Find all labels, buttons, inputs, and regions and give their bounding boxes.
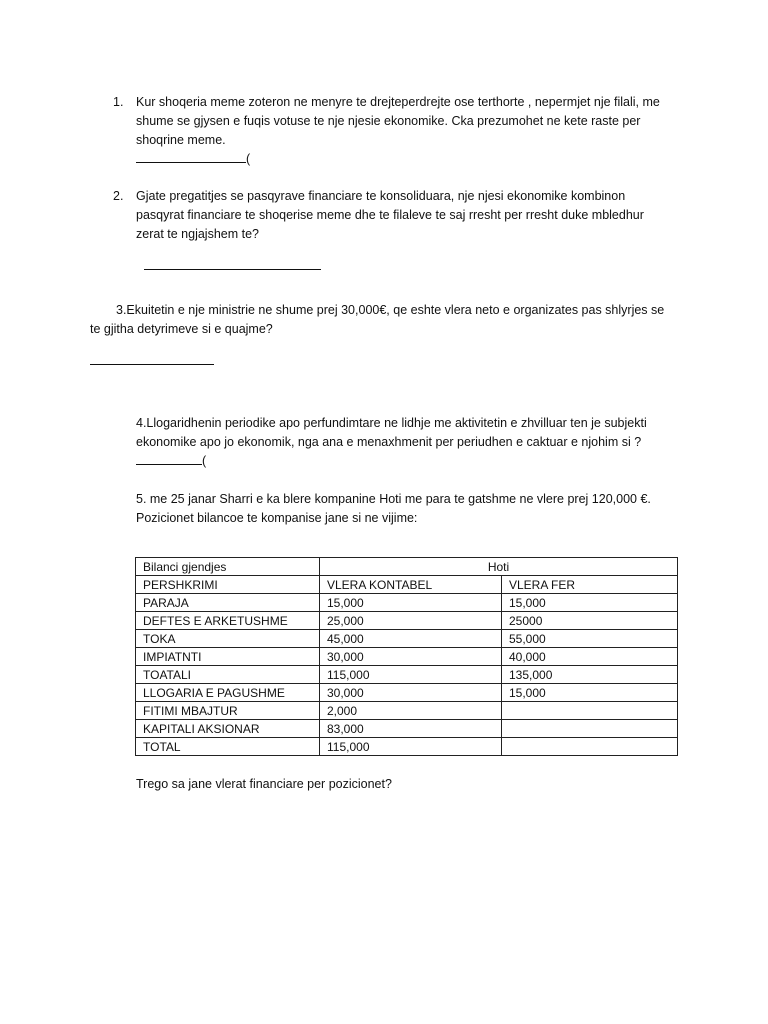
row-book-value: 15,000 <box>320 594 502 612</box>
q3-line-1: 3.Ekuitetin e nje ministrie ne shume prej 30,000€, qe eshte vlera neto e organizates pas shlyrjes se <box>116 303 665 317</box>
q4-line-1: 4.Llogaridhenin periodike apo perfundimtare ne lidhje me aktivitetin e zhvilluar ten je subjekti <box>136 416 647 430</box>
row-fair-value: 40,000 <box>502 648 678 666</box>
q2-answer[interactable] <box>144 257 321 276</box>
row-label: LLOGARIA E PAGUSHME <box>136 684 320 702</box>
balance-sheet-body <box>136 558 678 756</box>
table-title-row <box>136 558 678 576</box>
row-fair-value <box>502 702 678 720</box>
row-book-value: 30,000 <box>320 648 502 666</box>
row-fair-value: 135,000 <box>502 666 678 684</box>
row-label: PARAJA <box>136 594 320 612</box>
table-row <box>136 702 678 720</box>
q1-answer-suffix: ( <box>246 152 251 166</box>
table-row <box>136 738 678 756</box>
q1-answer[interactable] <box>136 150 250 169</box>
row-fair-value: 15,000 <box>502 684 678 702</box>
q2-line-1: Gjate pregatitjes se pasqyrave financiare te konsoliduara, nje njesi ekonomike kombinon <box>136 189 626 203</box>
header-fair-value: VLERA FER <box>502 576 678 594</box>
row-label: TOKA <box>136 630 320 648</box>
row-fair-value: 25000 <box>502 612 678 630</box>
row-book-value: 115,000 <box>320 738 502 756</box>
row-label: KAPITALI AKSIONAR <box>136 720 320 738</box>
row-book-value: 30,000 <box>320 684 502 702</box>
row-book-value: 45,000 <box>320 630 502 648</box>
q1-line-1: Kur shoqeria meme zoteron ne menyre te drejteperdrejte ose terthorte , nepermjet nje filali, me <box>136 95 660 109</box>
table-title-cell: Bilanci gjendjes <box>136 558 320 576</box>
row-fair-value: 55,000 <box>502 630 678 648</box>
table-header-row <box>136 576 678 594</box>
row-label: DEFTES E ARKETUSHME <box>136 612 320 630</box>
row-fair-value: 15,000 <box>502 594 678 612</box>
table-row <box>136 666 678 684</box>
q4-answer-blank[interactable] <box>136 453 202 465</box>
header-book-value: VLERA KONTABEL <box>320 576 502 594</box>
q5-line-2: Pozicionet bilancoe te kompanise jane si ne vijime: <box>136 511 418 525</box>
balance-sheet-table <box>135 557 678 756</box>
q1-line-3: shoqrine meme. <box>136 133 226 147</box>
q3-answer[interactable] <box>90 352 214 371</box>
q3-answer-blank[interactable] <box>90 353 214 365</box>
q4-answer-suffix: ( <box>202 454 207 468</box>
row-label: FITIMI MBAJTUR <box>136 702 320 720</box>
table-row <box>136 630 678 648</box>
row-book-value: 25,000 <box>320 612 502 630</box>
q4-answer[interactable] <box>136 452 206 471</box>
row-label: TOTAL <box>136 738 320 756</box>
table-row <box>136 684 678 702</box>
table-row <box>136 594 678 612</box>
q2-answer-blank[interactable] <box>144 258 321 270</box>
table-row <box>136 612 678 630</box>
q1-number: 1. <box>113 95 124 109</box>
row-label: IMPIATNTI <box>136 648 320 666</box>
row-fair-value <box>502 720 678 738</box>
q1-answer-blank[interactable] <box>136 151 246 163</box>
q4-line-2: ekonomike apo jo ekonomik, nga ana e menaxhmenit per periudhen e caktuar e njohim si ? <box>136 435 642 449</box>
table-row <box>136 648 678 666</box>
q5-followup: Trego sa jane vlerat financiare per pozicionet? <box>136 777 392 791</box>
row-book-value: 83,000 <box>320 720 502 738</box>
q5-line-1: 5. me 25 janar Sharri e ka blere kompanine Hoti me para te gatshme ne vlere prej 120,000 €. <box>136 492 651 506</box>
row-label: TOATALI <box>136 666 320 684</box>
table-company-cell: Hoti <box>320 558 678 576</box>
q3-line-2: te gjitha detyrimeve si e quajme? <box>90 322 273 336</box>
table-row <box>136 720 678 738</box>
q1-line-2: shume se gjysen e fuqis votuse te nje njesie ekonomike. Cka prezumohet ne kete raste per <box>136 114 641 128</box>
header-description: PERSHKRIMI <box>136 576 320 594</box>
row-book-value: 115,000 <box>320 666 502 684</box>
row-book-value: 2,000 <box>320 702 502 720</box>
row-fair-value <box>502 738 678 756</box>
q2-number: 2. <box>113 189 124 203</box>
q2-line-2: pasqyrat financiare te shoqerise meme dhe te filaleve te saj rresht per rresht duke mbledhur <box>136 208 644 222</box>
q2-line-3: zerat te ngjajshem te? <box>136 227 259 241</box>
